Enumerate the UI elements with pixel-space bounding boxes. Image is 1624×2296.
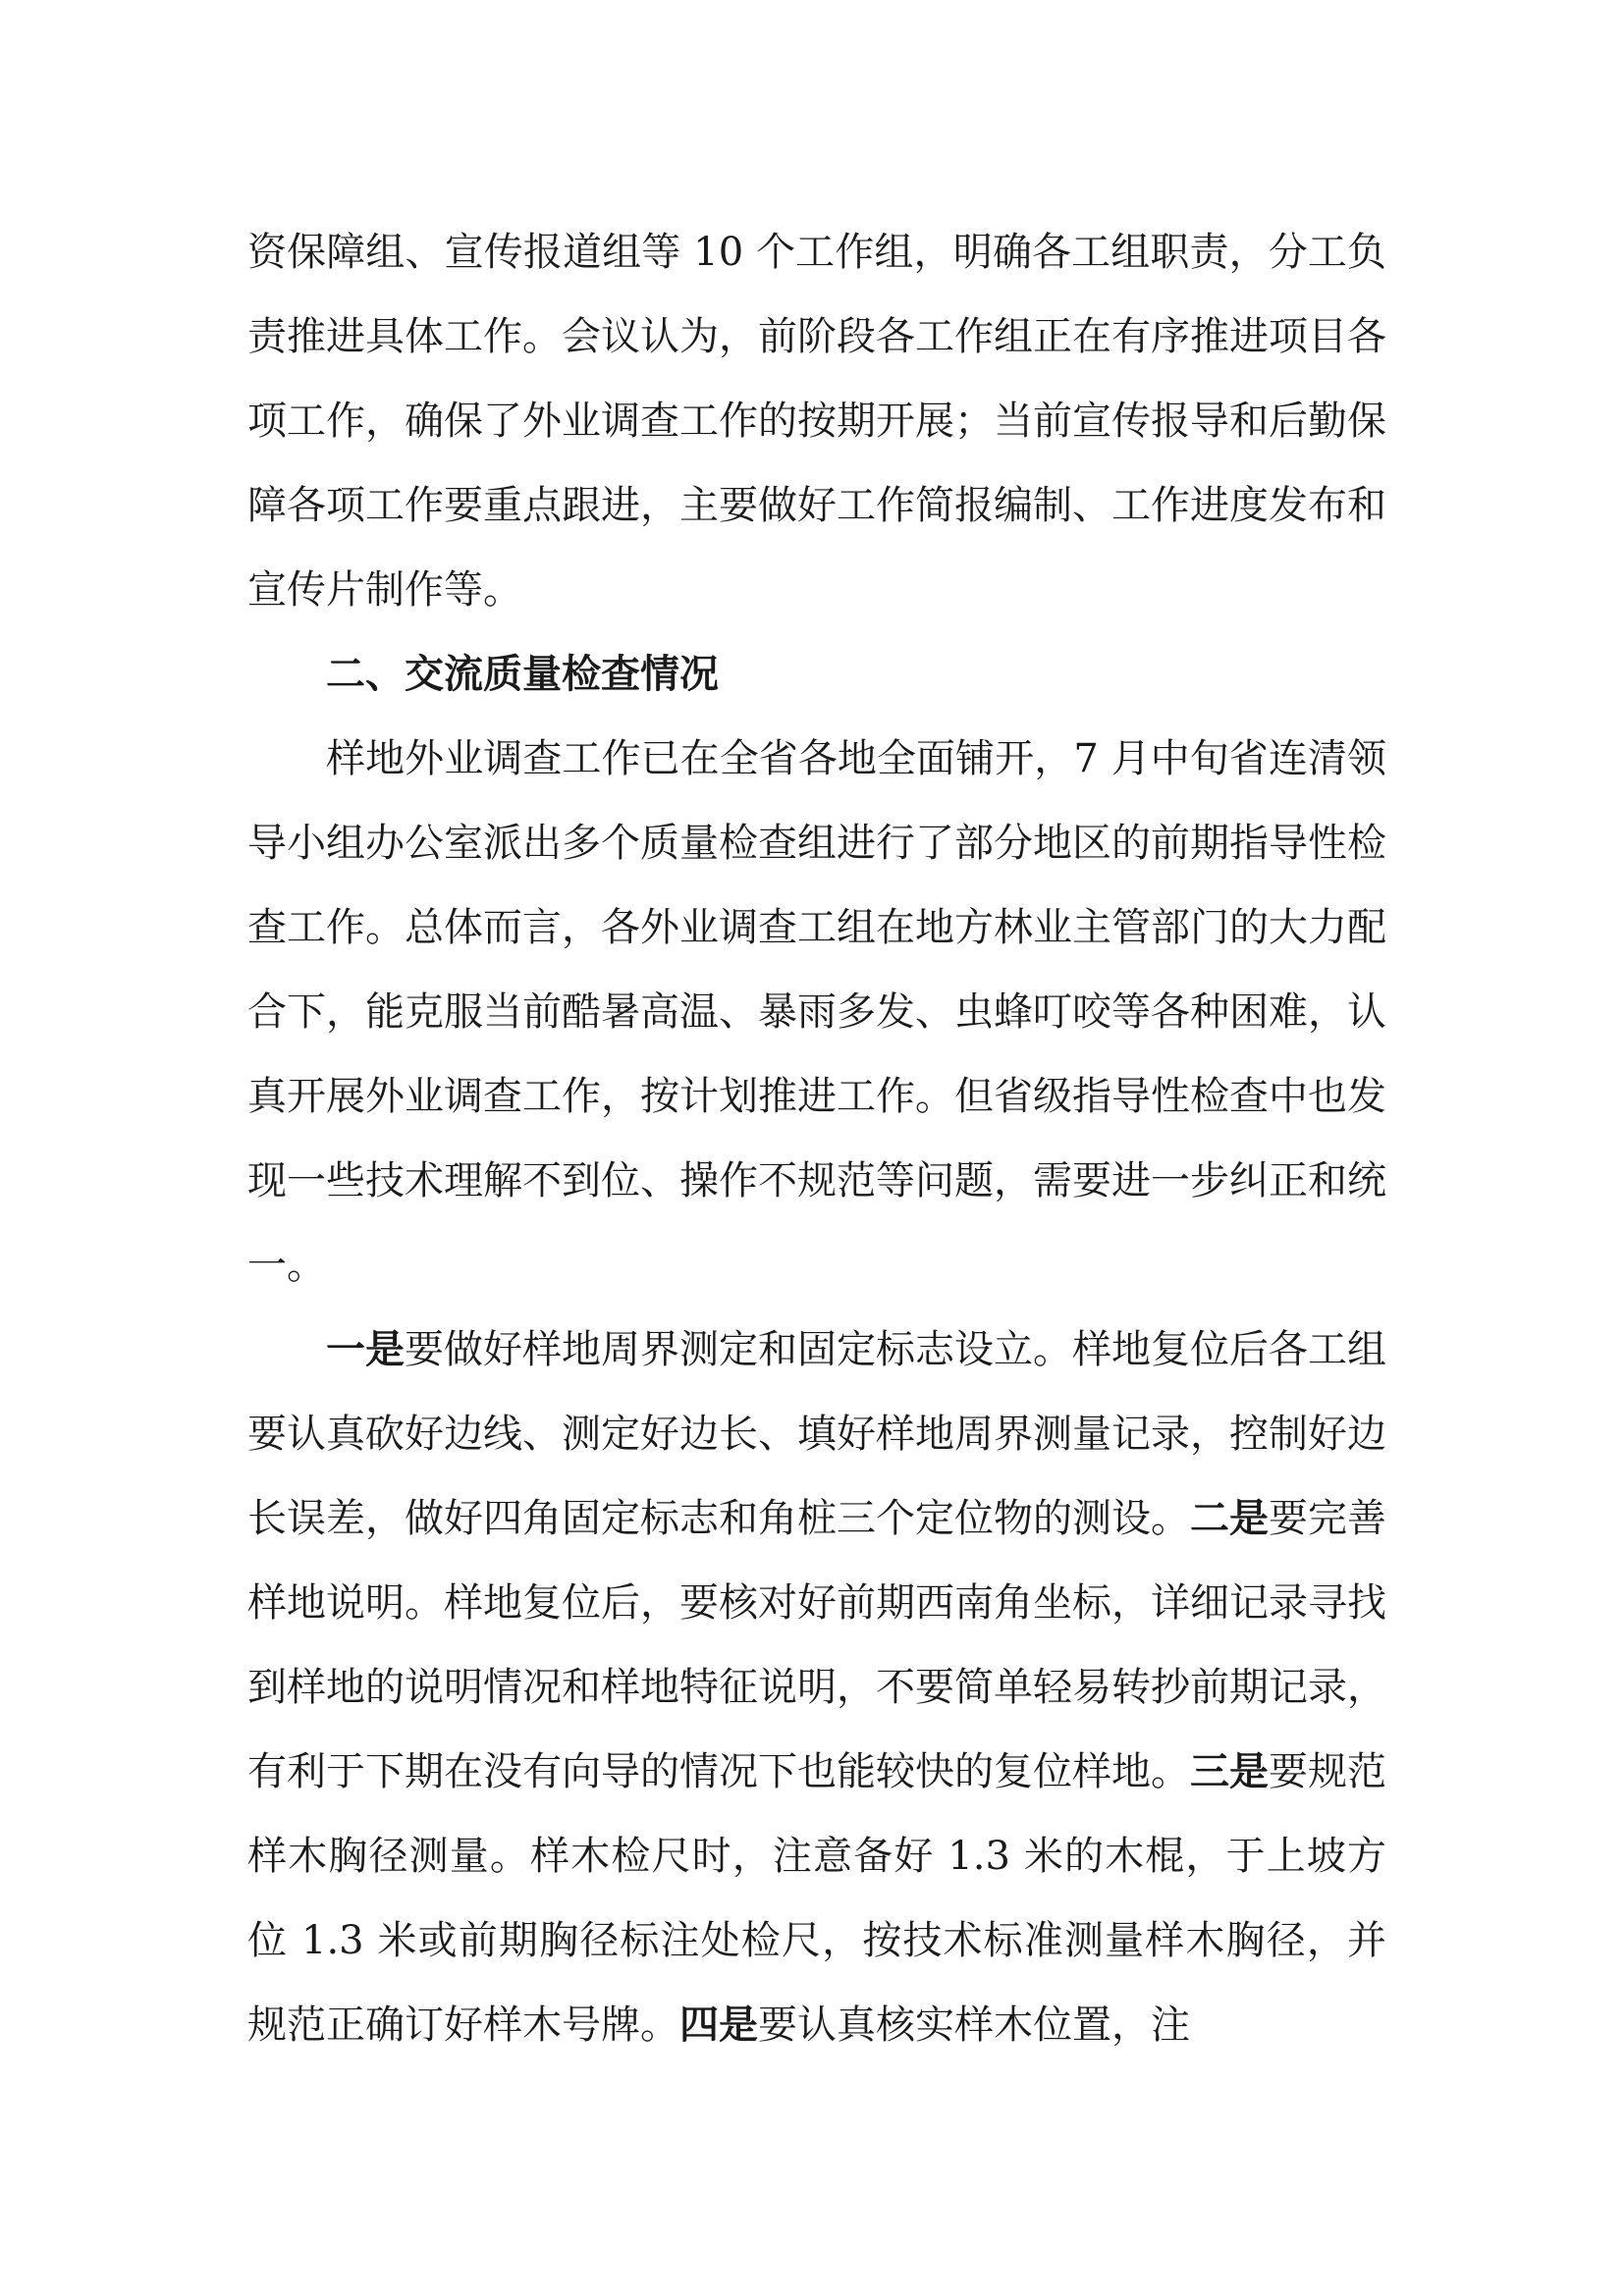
lead-phrase-fourth: 四是 (679, 2002, 758, 2048)
requirement-third-text: 要规范样木胸径测量。样木检尺时，注意备好 1.3 米的木棍，于上坡方位 1.3 米或前期胸径标注处检尺，按技术标准测量样木胸径，并规范正确订好样木号牌。 (247, 1749, 1386, 2048)
requirement-second-text: 要完善样地说明。样地复位后，要核对好前期西南角坐标，详细记录寻找到样地的说明情况和样地特征说明，不要简单轻易转抄前期记录，有利于下期在没有向导的情况下也能较快的复位样地。 (247, 1496, 1386, 1794)
requirement-fourth-text: 要认真核实样木位置，注 (758, 2002, 1190, 2048)
lead-phrase-second: 二是 (1190, 1496, 1269, 1541)
paragraph-continuation: 资保障组、宣传报道组等 10 个工作组，明确各工组职责，分工负责推进具体工作。会议认为，前阶段各工作组正在有序推进项目各项工作，确保了外业调查工作的按期开展；当前宣传报导和后勤保障各项工作要重点跟进，主要做好工作简报编制、工作进度发布和宣传片制作等。 (247, 230, 1386, 613)
lead-phrase-third: 三是 (1190, 1749, 1269, 1794)
paragraph-requirements (247, 1308, 1386, 2067)
document-body (247, 210, 1386, 2067)
requirement-first-text: 要做好样地周界测定和固定标志设立。样地复位后各工组要认真砍好边线、测定好边长、填好样地周界测量记录，控制好边长误差，做好四角固定标志和角桩三个定位物的测设。 (247, 1327, 1386, 1541)
lead-phrase-first: 一是 (326, 1327, 405, 1372)
paragraph-quality-check: 样地外业调查工作已在全省各地全面铺开，7 月中旬省连清领导小组办公室派出多个质量检查组进行了部分地区的前期指导性检查工作。总体而言，各外业调查工组在地方林业主管部门的大力配合下，能克服当前酷暑高温、暴雨多发、虫蜂叮咬等各种困难，认真开展外业调查工作，按计划推进工作。但省级指导性检查中也发现一些技术理解不到位、操作不规范等问题，需要进一步纠正和统一。 (247, 736, 1386, 1288)
section-heading: 二、交流质量检查情况 (326, 652, 719, 697)
